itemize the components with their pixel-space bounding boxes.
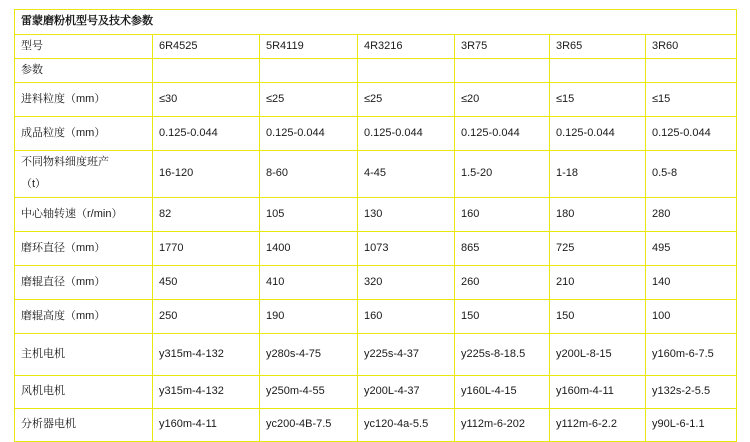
product-size-5r4119: 0.125-0.044 [260, 117, 358, 151]
table-row-analyzer-motor [15, 409, 737, 442]
page-title: 雷蒙磨粉机型号及技术参数 [15, 10, 737, 35]
roller-height-3r75: 150 [455, 300, 550, 334]
row-label-feed-size: 进料粒度（mm） [15, 83, 153, 117]
model-3r65: 3R65 [550, 35, 646, 59]
table-row-feed-size [15, 83, 737, 117]
analyzer-motor-6r4525: y160m-4-11 [153, 409, 260, 442]
shift-output-3r65: 1-18 [550, 151, 646, 198]
main-motor-3r75: y225s-8-18.5 [455, 334, 550, 376]
feed-size-4r3216: ≤25 [358, 83, 455, 117]
roller-diameter-3r65: 210 [550, 266, 646, 300]
spindle-speed-4r3216: 130 [358, 198, 455, 232]
row-label-analyzer-motor: 分析器电机 [15, 409, 153, 442]
table-row-spindle-speed [15, 198, 737, 232]
spindle-speed-3r75: 160 [455, 198, 550, 232]
shift-output-3r75: 1.5-20 [455, 151, 550, 198]
fan-motor-4r3216: y200L-4-37 [358, 376, 455, 409]
row-label-main-motor: 主机电机 [15, 334, 153, 376]
ring-diameter-3r65: 725 [550, 232, 646, 266]
feed-size-3r60: ≤15 [646, 83, 737, 117]
product-size-3r65: 0.125-0.044 [550, 117, 646, 151]
model-6r4525: 6R4525 [153, 35, 260, 59]
roller-height-5r4119: 190 [260, 300, 358, 334]
roller-diameter-5r4119: 410 [260, 266, 358, 300]
row-label-spindle-speed: 中心轴转速（r/min） [15, 198, 153, 232]
main-motor-3r60: y160m-6-7.5 [646, 334, 737, 376]
table-row-fan-motor [15, 376, 737, 409]
fan-motor-6r4525: y315m-4-132 [153, 376, 260, 409]
spec-table [14, 9, 737, 442]
roller-diameter-4r3216: 320 [358, 266, 455, 300]
roller-diameter-3r75: 260 [455, 266, 550, 300]
shift-output-6r4525: 16-120 [153, 151, 260, 198]
analyzer-motor-3r65: y112m-6-2.2 [550, 409, 646, 442]
analyzer-motor-3r60: y90L-6-1.1 [646, 409, 737, 442]
feed-size-3r75: ≤20 [455, 83, 550, 117]
spindle-speed-5r4119: 105 [260, 198, 358, 232]
fan-motor-3r60: y132s-2-5.5 [646, 376, 737, 409]
ring-diameter-3r75: 865 [455, 232, 550, 266]
product-size-3r60: 0.125-0.044 [646, 117, 737, 151]
row-label-fan-motor: 风机电机 [15, 376, 153, 409]
fan-motor-5r4119: y250m-4-55 [260, 376, 358, 409]
header-param-blank-5 [550, 59, 646, 83]
roller-height-3r65: 150 [550, 300, 646, 334]
spec-sheet [0, 9, 750, 431]
model-4r3216: 4R3216 [358, 35, 455, 59]
roller-height-3r60: 100 [646, 300, 737, 334]
shift-output-5r4119: 8-60 [260, 151, 358, 198]
header-param-blank-4 [455, 59, 550, 83]
table-row-main-motor [15, 334, 737, 376]
table-row-roller-diameter [15, 266, 737, 300]
roller-height-6r4525: 250 [153, 300, 260, 334]
row-label-product-size: 成品粒度（mm） [15, 117, 153, 151]
ring-diameter-4r3216: 1073 [358, 232, 455, 266]
product-size-3r75: 0.125-0.044 [455, 117, 550, 151]
table-row-roller-height [15, 300, 737, 334]
table-row-product-size [15, 117, 737, 151]
spindle-speed-3r60: 280 [646, 198, 737, 232]
table-row-header-param [15, 59, 737, 83]
row-label-shift-output-line2: （t） [21, 178, 47, 190]
spindle-speed-3r65: 180 [550, 198, 646, 232]
table-row-header-model [15, 35, 737, 59]
fan-motor-3r75: y160L-4-15 [455, 376, 550, 409]
analyzer-motor-4r3216: yc120-4a-5.5 [358, 409, 455, 442]
ring-diameter-3r60: 495 [646, 232, 737, 266]
row-label-ring-diameter: 磨环直径（mm） [15, 232, 153, 266]
header-param-blank-2 [260, 59, 358, 83]
analyzer-motor-3r75: y112m-6-202 [455, 409, 550, 442]
feed-size-6r4525: ≤30 [153, 83, 260, 117]
model-5r4119: 5R4119 [260, 35, 358, 59]
ring-diameter-6r4525: 1770 [153, 232, 260, 266]
shift-output-4r3216: 4-45 [358, 151, 455, 198]
row-label-roller-height: 磨辊高度（mm） [15, 300, 153, 334]
fan-motor-3r65: y160m-4-11 [550, 376, 646, 409]
roller-diameter-6r4525: 450 [153, 266, 260, 300]
header-label-param: 参数 [15, 59, 153, 83]
header-param-blank-1 [153, 59, 260, 83]
product-size-4r3216: 0.125-0.044 [358, 117, 455, 151]
main-motor-4r3216: y225s-4-37 [358, 334, 455, 376]
table-title-row [15, 10, 737, 35]
table-row-ring-diameter [15, 232, 737, 266]
model-3r60: 3R60 [646, 35, 737, 59]
main-motor-6r4525: y315m-4-132 [153, 334, 260, 376]
row-label-shift-output-line1: 不同物料细度班产 [21, 156, 109, 169]
spindle-speed-6r4525: 82 [153, 198, 260, 232]
model-3r75: 3R75 [455, 35, 550, 59]
feed-size-3r65: ≤15 [550, 83, 646, 117]
roller-diameter-3r60: 140 [646, 266, 737, 300]
feed-size-5r4119: ≤25 [260, 83, 358, 117]
shift-output-3r60: 0.5-8 [646, 151, 737, 198]
row-label-shift-output [15, 151, 153, 198]
header-label-model: 型号 [15, 35, 153, 59]
main-motor-3r65: y200L-8-15 [550, 334, 646, 376]
header-param-blank-6 [646, 59, 737, 83]
table-row-shift-output [15, 151, 737, 198]
row-label-roller-diameter: 磨辊直径（mm） [15, 266, 153, 300]
analyzer-motor-5r4119: yc200-4B-7.5 [260, 409, 358, 442]
header-param-blank-3 [358, 59, 455, 83]
main-motor-5r4119: y280s-4-75 [260, 334, 358, 376]
roller-height-4r3216: 160 [358, 300, 455, 334]
ring-diameter-5r4119: 1400 [260, 232, 358, 266]
product-size-6r4525: 0.125-0.044 [153, 117, 260, 151]
